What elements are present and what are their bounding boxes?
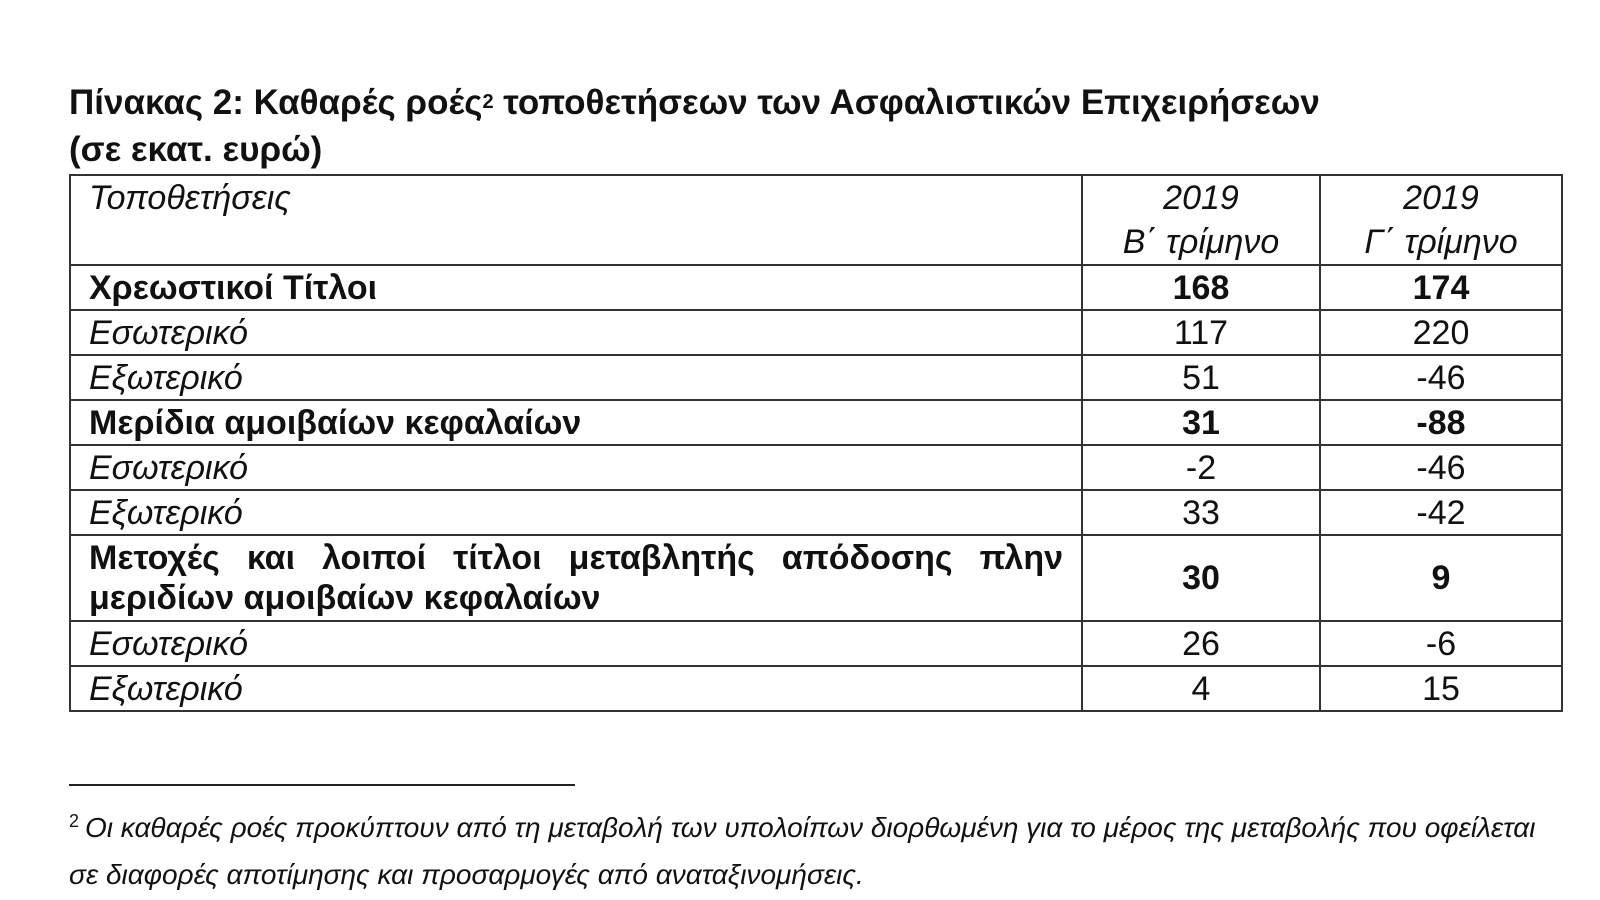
- footnote: [69, 806, 1549, 897]
- table-row: [70, 666, 1562, 711]
- table-row: [70, 355, 1562, 400]
- row-label: Μετοχές και λοιποί τίτλοι μεταβλητής απόδοσης πλην μεριδίων αμοιβαίων κεφαλαίων: [70, 535, 1082, 621]
- table-row: [70, 535, 1562, 621]
- table-row: [70, 490, 1562, 535]
- header-q2-quarter: Β΄ τρίμηνο: [1122, 223, 1280, 261]
- footnote-text: Οι καθαρές ροές προκύπτουν από τη μεταβολή των υπολοίπων διορθωμένη για το μέρος της μεταβολής που οφείλεται σε διαφορές αποτίμησης και προσαρμογές από αναταξινομήσεις.: [69, 812, 1536, 890]
- footnote-divider: [69, 784, 575, 786]
- header-placements: Τοποθετήσεις: [70, 175, 1082, 265]
- row-label: Χρεωστικοί Τίτλοι: [70, 265, 1082, 310]
- table-row: [70, 265, 1562, 310]
- row-label: Εσωτερικό: [70, 310, 1082, 355]
- row-value-q2: 51: [1082, 355, 1320, 400]
- row-value-q2: -2: [1082, 445, 1320, 490]
- table-row: [70, 310, 1562, 355]
- row-label: Εξωτερικό: [70, 490, 1082, 535]
- row-label: Εξωτερικό: [70, 666, 1082, 711]
- table-row: [70, 621, 1562, 666]
- row-value-q3: 9: [1320, 535, 1562, 621]
- row-value-q3: -46: [1320, 355, 1562, 400]
- title-main: Πίνακας 2: Καθαρές ροές: [69, 83, 483, 122]
- footnote-marker: 2: [69, 811, 80, 831]
- row-value-q3: 174: [1320, 265, 1562, 310]
- table-header-row: [70, 175, 1562, 265]
- row-value-q2: 117: [1082, 310, 1320, 355]
- title-unit: (σε εκατ. ευρώ): [69, 130, 323, 169]
- table-row: [70, 445, 1562, 490]
- row-value-q3: -88: [1320, 400, 1562, 445]
- header-q3-quarter: Γ΄ τρίμηνο: [1364, 223, 1518, 261]
- row-value-q2: 30: [1082, 535, 1320, 621]
- net-flows-table: [69, 174, 1563, 712]
- row-value-q3: -46: [1320, 445, 1562, 490]
- row-label: Μερίδια αμοιβαίων κεφαλαίων: [70, 400, 1082, 445]
- row-value-q3: 220: [1320, 310, 1562, 355]
- row-label: Εσωτερικό: [70, 445, 1082, 490]
- row-value-q3: -42: [1320, 490, 1562, 535]
- title-footnote-ref: 2: [482, 91, 494, 113]
- title-rest: τοποθετήσεων των Ασφαλιστικών Επιχειρήσεων: [493, 83, 1320, 122]
- row-value-q2: 26: [1082, 621, 1320, 666]
- row-value-q2: 31: [1082, 400, 1320, 445]
- row-value-q2: 4: [1082, 666, 1320, 711]
- header-q2-year: 2019: [1163, 179, 1239, 217]
- header-q3-2019: [1320, 175, 1562, 265]
- header-q2-2019: [1082, 175, 1320, 265]
- row-value-q2: 33: [1082, 490, 1320, 535]
- row-label: Εσωτερικό: [70, 621, 1082, 666]
- table-row: [70, 400, 1562, 445]
- table-title: [69, 82, 1529, 171]
- row-value-q3: 15: [1320, 666, 1562, 711]
- row-label: Εξωτερικό: [70, 355, 1082, 400]
- row-value-q2: 168: [1082, 265, 1320, 310]
- header-q3-year: 2019: [1403, 179, 1479, 217]
- row-value-q3: -6: [1320, 621, 1562, 666]
